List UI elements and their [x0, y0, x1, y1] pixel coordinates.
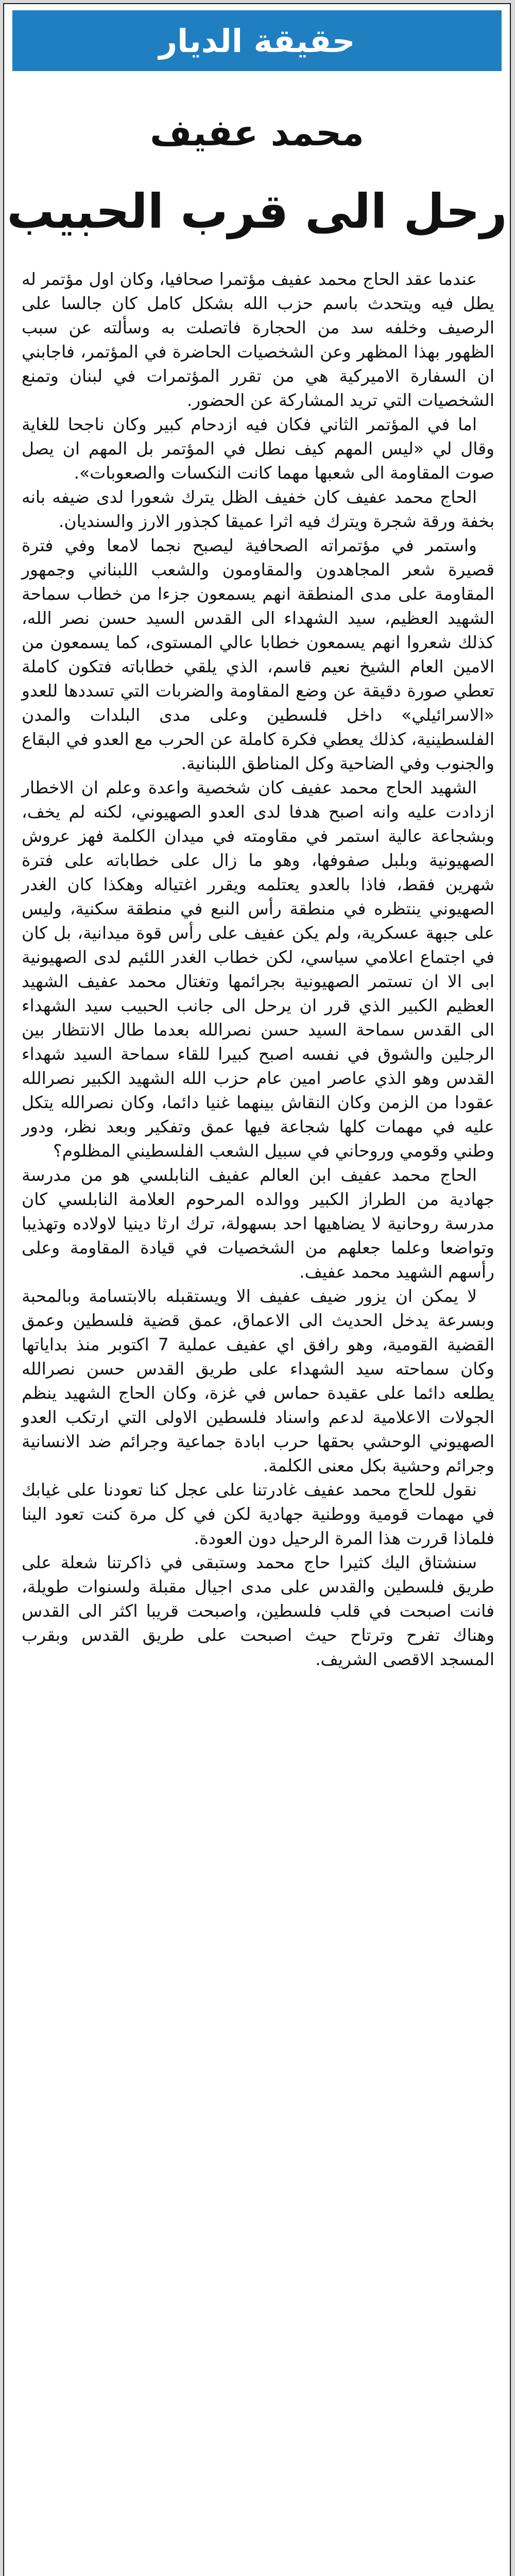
- article-body: [22, 267, 494, 1671]
- article-paragraph: سنشتاق اليك كثيرا حاج محمد وستبقى في ذاكرتنا شعلة على طريق فلسطين والقدس على مدى اجيال مقبلة ولسنوات طويلة، فانت اصبحت في قلب فلسطين، واصبحت قريبا اكثر الى القدس وهناك تفرح وترتاح حيث اصبحت على طريق القدس وبقرب المسجد الاقصى الشريف.: [22, 1552, 494, 1669]
- article-paragraph: الحاج محمد عفيف كان خفيف الظل يترك شعورا لدى ضيفه بانه بخفة ورقة شجرة ويترك فيه اثرا عميقا كجذور الارز والسنديان.: [22, 487, 494, 531]
- article-paragraph: واستمر في مؤتمراته الصحافية ليصبح نجما لامعا وفي فترة قصيرة شعر المجاهدون والمقاومون والشعب اللبناني وجمهور المقاومة على مدى المنطقة انهم يسمعون جزءا من خطاب سماحة الشهيد العظيم، سيد الشهداء الى القدس السيد حسن نصر الله، كذلك شعروا انهم يسمعون خطابا عالي المستوى، كما يسمعون من الامين العام الشيخ نعيم قاسم، الذي يلقي خطاباته فتكون كاملة تعطي صورة دقيقة عن وضع المقاومة والضربات التي تسددها للعدو «الاسرائيلي» داخل فلسطين وعلى مدى البلدات والمدن الفلسطينية، كذلك يعطي فكرة كاملة عن الحرب مع العدو في البقاع والجنوب وفي الضاحية وكل المناطق اللبنانية.: [22, 535, 494, 773]
- article-headline: رحل الى قرب الحبيب: [7, 184, 507, 239]
- article-paragraph: الشهيد الحاج محمد عفيف كان شخصية واعدة وعلم ان الاخطار ازدادت عليه وانه اصبح هدفا لدى العدو الصهيوني، لكنه لم يخف، وبشجاعة عالية استمر في مقاومته في ميدان الكلمة فهز عروش الصهيونية وبلبل صفوفها، وهو ما زال على خطاباته على فترة شهرين فقط، فاذا بالعدو يعتلمه ويقرر اغتياله وهكذا كان الغدر الصهيوني ينتظره في منطقة رأس النبع في منطقة سكنية، وليس على جبهة عسكرية، ولم يكن عفيف على رأس قوة ميدانية، بل كان في اجتماع اعلامي سياسي، لكن خطاب الغدر اللئيم لدى الصهيونية ابى الا ان تستمر الصهيونية بجرائمها وتغتال محمد عفيف الشهيد العظيم الكبير الذي قرر ان يرحل الى جانب الحبيب سيد الشهداء الى القدس سماحة السيد حسن نصرالله بعدما طال الانتظار بين الرجلين والشوق في نفسه اصبح كبيرا للقاء سماحة السيد شهداء القدس وهو الذي عاصر امين عام حزب الله الشهيد الكبير نصرالله عقودا من الزمن وكان النقاش بينهما غنيا دائما، وكان نصرالله يتكل عليه في مهمات كلها شجاعة فيها عمق وتفكير وبعد نظر، ودور وطني وقومي وروحاني في سبيل الشعب الفلسطيني المظلوم؟: [22, 777, 494, 1161]
- article-paragraph: الحاج محمد عفيف ابن العالم عفيف النابلسي هو من مدرسة جهادية من الطراز الكبير ووالده المرحوم العلامة النابلسي كان مدرسة روحانية لا يضاهيها احد بسهولة، ترك ارثا دينيا لاولاده وتهذيبا وتواضعا وعلما جعلهم من الشخصيات في قيادة المقاومة وعلى رأسهم الشهيد محمد عفيف.: [22, 1165, 494, 1282]
- newspaper-column: [3, 3, 511, 2576]
- article-paragraph: نقول للحاج محمد عفيف غادرتنا على عجل كنا تعودنا على غيابك في مهمات قومية ووطنية جهادية لكن في كل مرة كنت تعود الينا فلماذا قررت هذا المرة الرحيل دون العودة.: [22, 1480, 494, 1548]
- article-paragraph: عندما عقد الحاج محمد عفيف مؤتمرا صحافيا، وكان اول مؤتمر له يطل فيه ويتحدث باسم حزب الله بشكل كامل كان جالسا على الرصيف وخلفه سد من الحجارة فاتصلت به وسألته عن سبب الظهور بهذا المظهر وعن الشخصيات الحاضرة في المؤتمر، فاجابني ان السفارة الاميركية هي من تقرر المؤتمرات في لبنان وتمنع الشخصيات التي تريد المشاركة عن الحضور.: [22, 269, 494, 410]
- article-paragraph: لا يمكن ان يزور ضيف عفيف الا ويستقبله بالابتسامة وبالمحبة وبسرعة يدخل الحديث الى الاعماق، عمق قضية فلسطين وعمق القضية القومية، وهو رافق اي عفيف عملية 7 اكتوبر منذ بداياتها وكان سماحته سيد الشهداء على طريق القدس حسن نصرالله يطلعه دائما على عقيدة حماس في غزة، وكان الحاج الشهيد ينظم الجولات الاعلامية لدعم واسناد فلسطين الاولى التي ارتكب العدو الصهيوني الوحشي بحقها حرب ابادة جماعية وجرائم ضد الانسانية وجرائم وحشية بكل معنى الكلمة.: [22, 1286, 494, 1476]
- article-paragraph: اما في المؤتمر الثاني فكان فيه ازدحام كبير وكان ناجحا للغاية وقال لي «ليس المهم كيف نطل في المؤتمر بل المهم ان يصل صوت المقاومة الى شعبها مهما كانت النكسات والصعوبات».: [22, 414, 494, 483]
- article-subject-name: محمد عفيف: [150, 112, 364, 154]
- column-title-banner: حقيقة الديار: [12, 10, 502, 71]
